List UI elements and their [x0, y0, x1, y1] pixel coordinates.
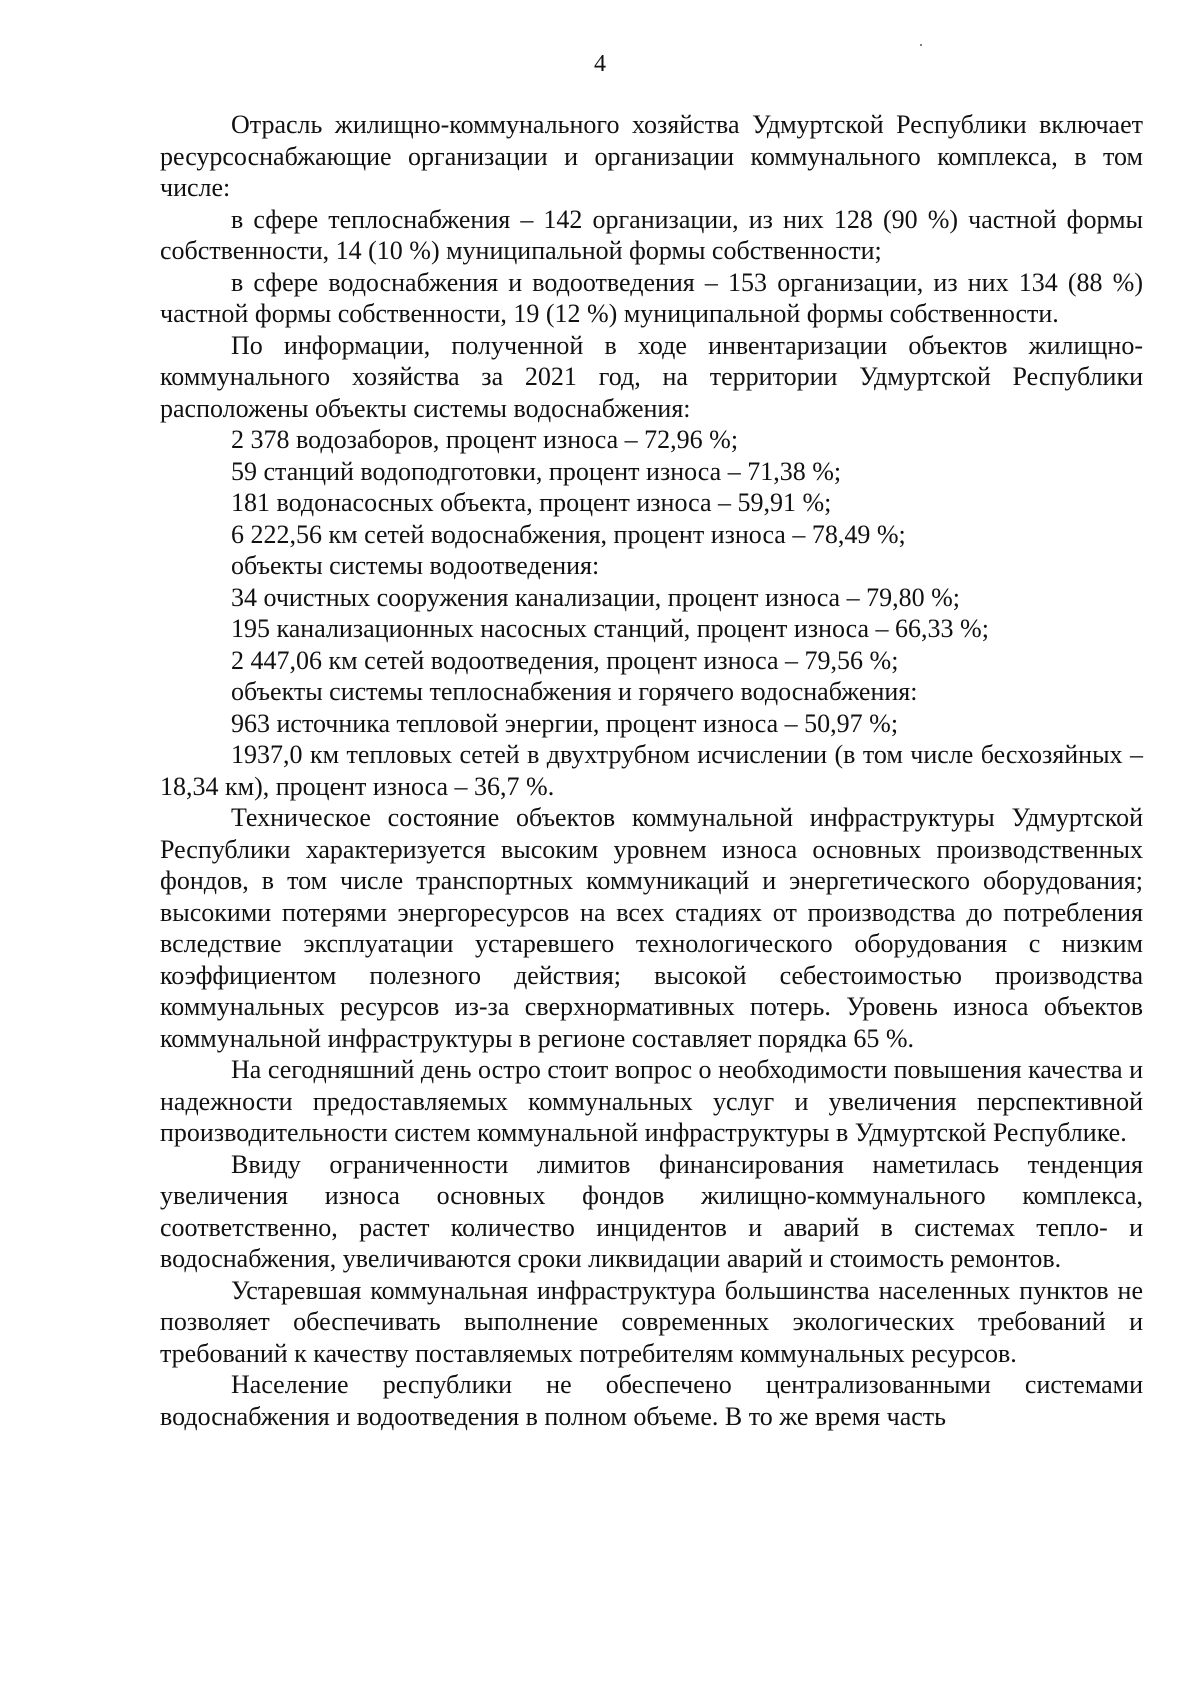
paragraph: в сфере водоснабжения и водоотведения – 153 организации, из них 134 (88 %) частной формы собственности, 19 (12 %) муниципальной формы собственности. — [160, 267, 1143, 328]
list-item: 195 канализационных насосных станций, процент износа – 66,33 %; — [231, 614, 989, 643]
paragraph: в сфере теплоснабжения – 142 организации, из них 128 (90 %) частной формы собственности, 14 (10 %) муниципальной формы собственности; — [160, 204, 1143, 265]
paragraph: Техническое состояние объектов коммунальной инфраструктуры Удмуртской Республики характеризуется высоким уровнем износа основных производственных фондов, в том числе транспортных коммуникаций и энергетического оборудования; высокими потерями энергоресурсов на всех стадиях от производства до потребления вследствие эксплуатации устаревшего технологического оборудования с низким коэффициентом полезного действия; высокой себестоимостью производства коммунальных ресурсов из-за сверхнормативных потерь. Уровень износа объектов коммунальной инфраструктуры в регионе составляет порядка 65 %. — [160, 803, 1143, 1053]
list-item: 2 378 водозаборов, процент износа – 72,96 %; — [231, 425, 739, 454]
list-item: 59 станций водоподготовки, процент износа – 71,38 %; — [231, 456, 842, 486]
list-item: объекты системы теплоснабжения и горячего водоснабжения: — [231, 677, 918, 706]
page-number: 4 — [594, 51, 606, 77]
list-item: 181 водонасосных объекта, процент износа – 59,91 %; — [231, 488, 832, 517]
list-item: 2 447,06 км сетей водоотведения, процент износа – 79,56 %; — [231, 645, 899, 675]
paragraph: По информации, полученной в ходе инвентаризации объектов жилищно-коммунального хозяйства за 2021 год, на территории Удмуртской Республики расположены объекты системы водоснабжения: — [160, 330, 1143, 423]
paragraph: Отрасль жилищно-коммунального хозяйства Удмуртской Республики включает ресурсоснабжающие организации и организации коммунального комплекса, в том числе: — [160, 110, 1143, 202]
paragraph: Ввиду ограниченности лимитов финансирования наметилась тенденция увеличения износа основных фондов жилищно-коммунального комплекса, соответственно, растет количество инцидентов и аварий в системах тепло- и водоснабжения, увеличиваются сроки ликвидации аварий и стоимость ремонтов. — [160, 1149, 1143, 1273]
scan-speck — [920, 44, 922, 46]
document-body — [160, 109, 1143, 1432]
list-item: 1937,0 км тепловых сетей в двухтрубном исчислении (в том числе бесхозяйных – 18,34 км), процент износа – 36,7 %. — [160, 740, 1143, 801]
list-item: 34 очистных сооружения канализации, процент износа – 79,80 %; — [231, 582, 960, 612]
list-item: 963 источника тепловой энергии, процент износа – 50,97 %; — [231, 708, 899, 738]
paragraph: Население республики не обеспечено централизованными системами водоснабжения и водоотведения в полном объеме. В то же время часть — [160, 1370, 1143, 1431]
list-item: объекты системы водоотведения: — [231, 551, 600, 580]
paragraph: Устаревшая коммунальная инфраструктура большинства населенных пунктов не позволяет обеспечивать выполнение современных экологических требований и требований к качеству поставляемых потребителям коммунальных ресурсов. — [160, 1275, 1143, 1368]
list-item: 6 222,56 км сетей водоснабжения, процент износа – 78,49 %; — [231, 519, 906, 549]
paragraph: На сегодняшний день остро стоит вопрос о необходимости повышения качества и надежности предоставляемых коммунальных услуг и увеличения перспективной производительности систем коммунальной инфраструктуры в Удмуртской Республике. — [160, 1055, 1143, 1147]
